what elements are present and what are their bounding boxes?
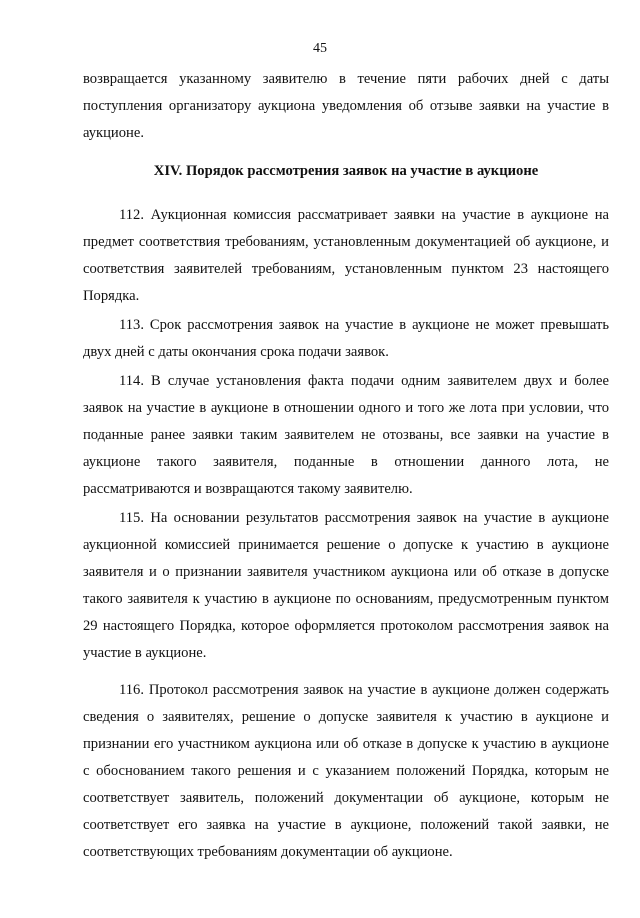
paragraph-112: 112. Аукционная комиссия рассматривает заявки на участие в аукционе на предмет соответствия требованиям, установленным документацией об аукционе, и соответствия заявителей требованиям, установленным пунктом 23 настоящего Порядка. xyxy=(83,207,609,304)
paragraph-113: 113. Срок рассмотрения заявок на участие в аукционе не может превышать двух дней с даты окончания срока подачи заявок. xyxy=(83,317,609,360)
paragraph-116: 116. Протокол рассмотрения заявок на участие в аукционе должен содержать сведения о заявителях, решение о допуске заявителя к участию в аукционе и признании его участником аукциона или об отказе в допуске к участию в аукционе с обоснованием такого решения и с указанием положений Порядка, которым не соответствует заявитель, положений документации об аукционе, которым не соответствует его заявка на участие в аукционе, положений такой заявки, не соответствующих требованиям документации об аукционе. xyxy=(83,682,609,860)
page-number: 45 xyxy=(313,41,327,56)
paragraph-114: 114. В случае установления факта подачи одним заявителем двух и более заявок на участие в аукционе в отношении одного и того же лота при условии, что поданные ранее заявки таким заявителем не отозваны, все заявки на участие в аукционе такого заявителя, поданные в отношении данного лота, не рассматриваются и возвращаются такому заявителю. xyxy=(83,373,609,497)
section-heading: XIV. Порядок рассмотрения заявок на участие в аукционе xyxy=(153,163,539,179)
continuation-paragraph: возвращается указанному заявителю в течение пяти рабочих дней с даты поступления организатору аукциона уведомления об отзыве заявки на участие в аукционе. xyxy=(83,71,609,141)
paragraph-115: 115. На основании результатов рассмотрения заявок на участие в аукционе аукционной комиссией принимается решение о допуске к участию в аукционе заявителя и о признании заявителя участником аукциона или об отказе в допуске такого заявителя к участию в аукционе по основаниям, предусмотренным пунктом 29 настоящего Порядка, которое оформляется протоколом рассмотрения заявок на участие в аукционе. xyxy=(83,510,609,661)
page-body xyxy=(83,66,609,866)
